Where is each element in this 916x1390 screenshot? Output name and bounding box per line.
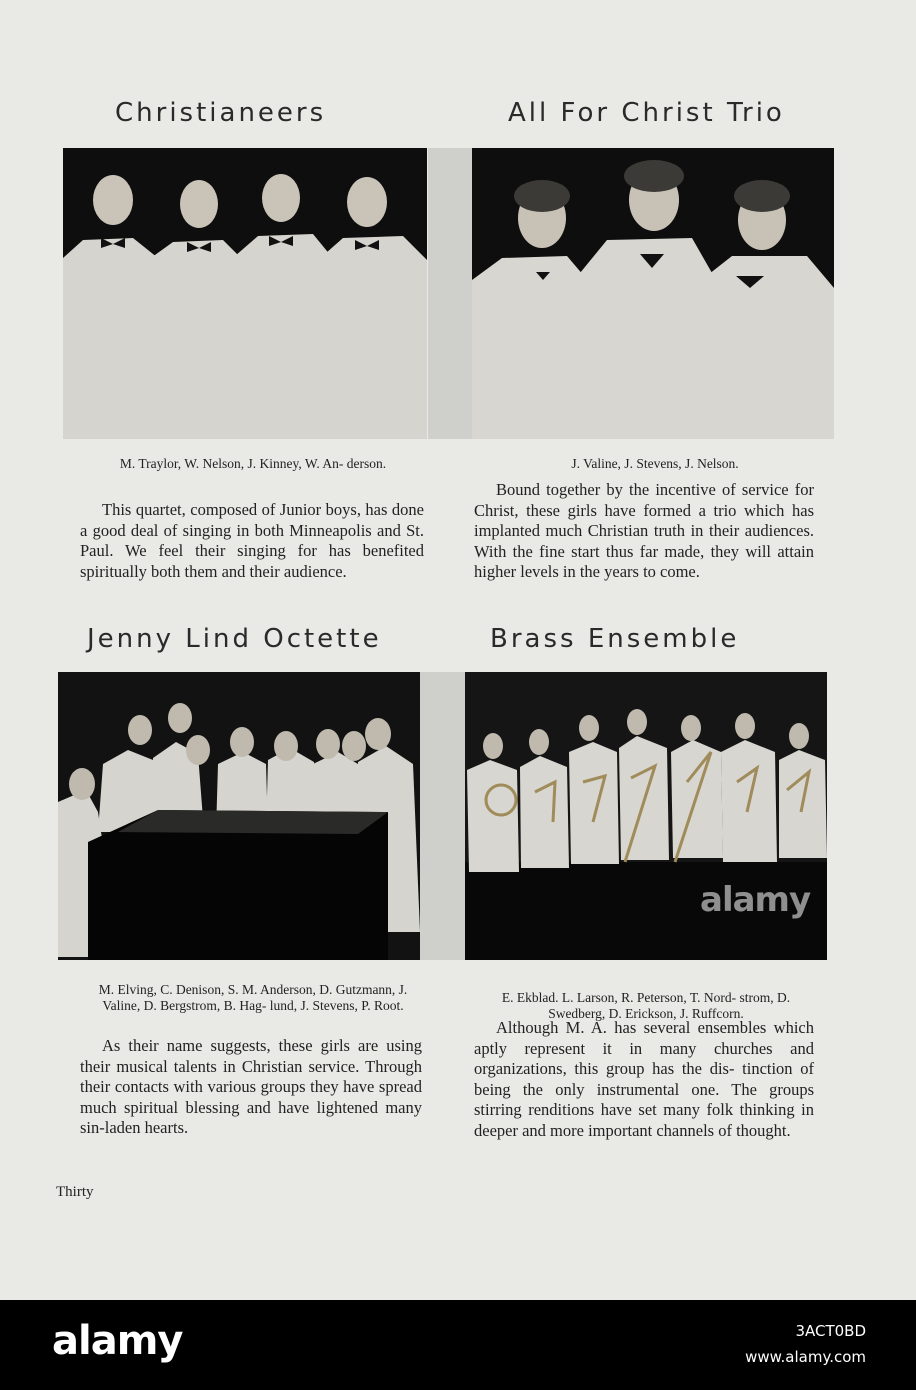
photo-trio — [472, 148, 834, 439]
caption-christianeers: M. Traylor, W. Nelson, J. Kinney, W. An- derson. — [119, 456, 387, 471]
section-title-trio: All For Christ Trio — [508, 98, 785, 128]
body-brass: Although M. A. has several ensembles which aptly represent it in many churches and organizations, this group has the dis- tinction of being the only instrumental one. The groups stirring renditions have set many folk thinking in deeper and more important channels of thought. — [474, 1018, 814, 1140]
body-trio: Bound together by the incentive of service for Christ, these girls have formed a trio which has implanted much Christian truth in their audiences. With the fine start thus far made, they will attain higher levels in the years to come. — [474, 480, 814, 581]
section-title-brass: Brass Ensemble — [490, 624, 740, 654]
caption-trio: J. Valine, J. Stevens, J. Nelson. — [571, 456, 739, 471]
watermark-image-id: 3ACT0BD — [795, 1322, 866, 1340]
caption-brass: E. Ekblad. L. Larson, R. Peterson, T. Nord- strom, D. Swedberg, D. Erickson, J. Ruffcorn. — [501, 990, 791, 1021]
photo-octette — [58, 672, 420, 960]
body-christianeers: This quartet, composed of Junior boys, has done a good deal of singing in both Minneapolis and St. Paul. We feel their singing for has benefited spiritually both them and their audience. — [80, 500, 424, 581]
photo-christianeers — [63, 148, 427, 439]
body-octette: As their name suggests, these girls are using their musical talents in Christian service. Through their contacts with various groups they have spread much spiritual blessing and have lightened many sin-laden hearts. — [80, 1036, 422, 1137]
watermark-overlay-logo: alamy — [700, 880, 811, 920]
watermark-logo: alamy — [52, 1318, 183, 1364]
section-title-octette: Jenny Lind Octette — [87, 624, 382, 654]
photo-divider-bottom — [420, 672, 465, 960]
watermark-url: www.alamy.com — [745, 1348, 866, 1366]
section-title-christianeers: Christianeers — [115, 98, 327, 128]
page-number: Thirty — [56, 1184, 94, 1200]
caption-octette: M. Elving, C. Denison, S. M. Anderson, D. Gutzmann, J. Valine, D. Bergstrom, B. Hag- lund, J. Stevens, P. Root. — [98, 982, 408, 1013]
photo-divider-top — [428, 148, 472, 439]
